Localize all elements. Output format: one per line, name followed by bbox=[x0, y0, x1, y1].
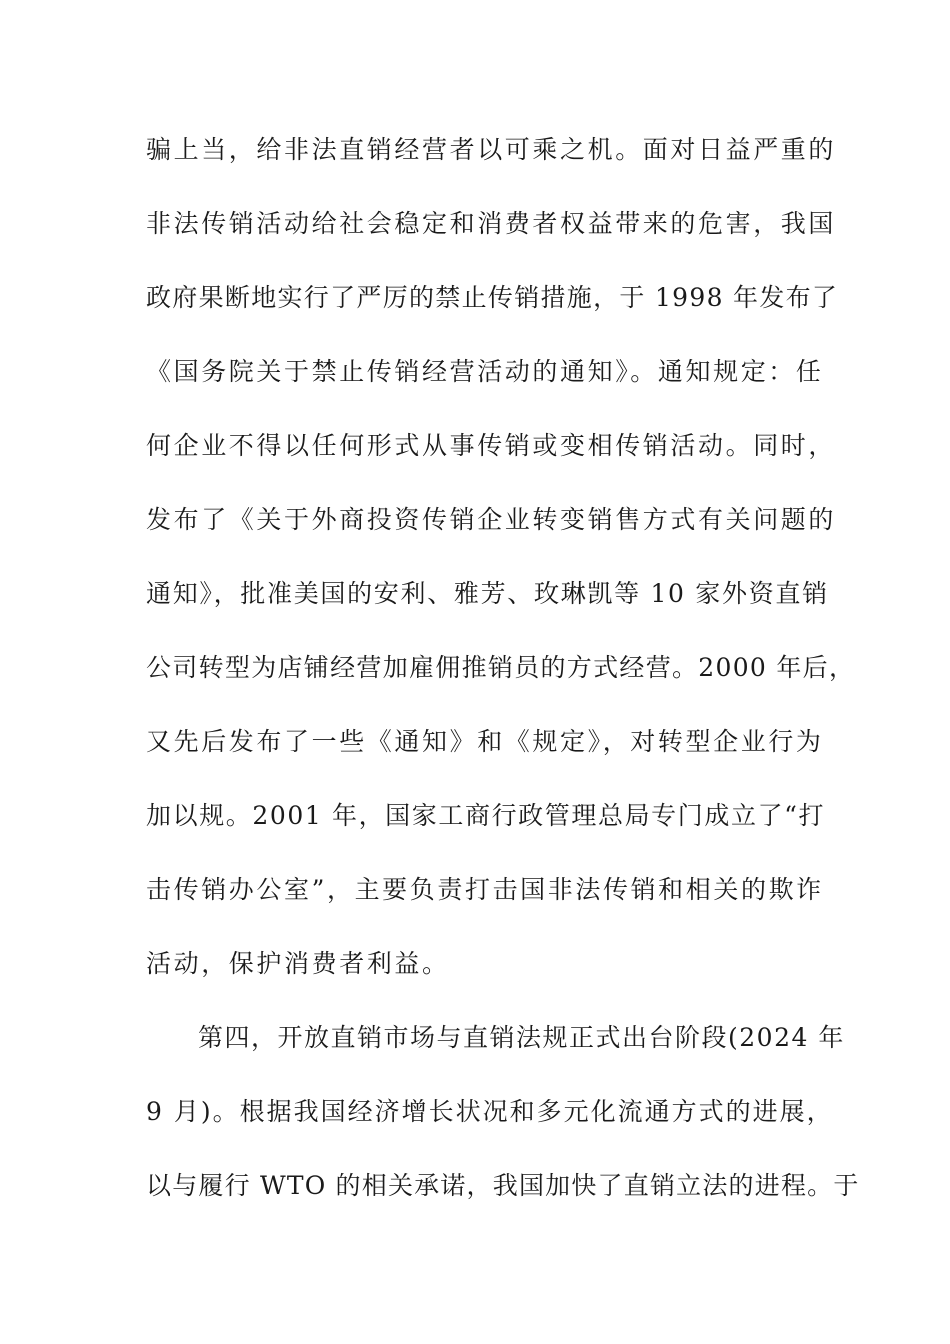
text-line-12: 活动，保护消费者利益。 bbox=[146, 949, 450, 978]
text-line-3: 政府果断地实行了严厉的禁止传销措施，于 1998 年发布了 bbox=[146, 283, 839, 312]
text-line-10: 加以规。2001 年，国家工商行政管理总局专门成立了“打 bbox=[146, 801, 826, 830]
text-line-7: 通知》，批准美国的安利、雅芳、玫琳凯等 10 家外资直销 bbox=[146, 579, 829, 608]
text-line-8: 公司转型为店铺经营加雇佣推销员的方式经营。2000 年后， bbox=[146, 653, 856, 682]
text-line-4: 《国务院关于禁止传销经营活动的通知》。通知规定：任 bbox=[146, 357, 824, 386]
paragraph-heading-line: 第四，开放直销市场与直销法规正式出台阶段(2024 年 bbox=[198, 1023, 845, 1052]
text-line-11: 击传销办公室”，主要负责打击国非法传销和相关的欺诈 bbox=[146, 875, 824, 904]
text-line-9: 又先后发布了一些《通知》和《规定》，对转型企业行为 bbox=[146, 727, 824, 756]
text-line-15: 以与履行 WTO 的相关承诺，我国加快了直销立法的进程。于 bbox=[146, 1171, 860, 1200]
text-line-2: 非法传销活动给社会稳定和消费者权益带来的危害，我国 bbox=[146, 209, 837, 238]
text-line-14: 9 月)。根据我国经济增长状况和多元化流通方式的进展， bbox=[146, 1097, 834, 1126]
text-line-6: 发布了《关于外商投资传销企业转变销售方式有关问题的 bbox=[146, 505, 837, 534]
text-line-5: 何企业不得以任何形式从事传销或变相传销活动。同时， bbox=[146, 431, 837, 460]
text-line-1: 骗上当，给非法直销经营者以可乘之机。面对日益严重的 bbox=[146, 135, 837, 164]
